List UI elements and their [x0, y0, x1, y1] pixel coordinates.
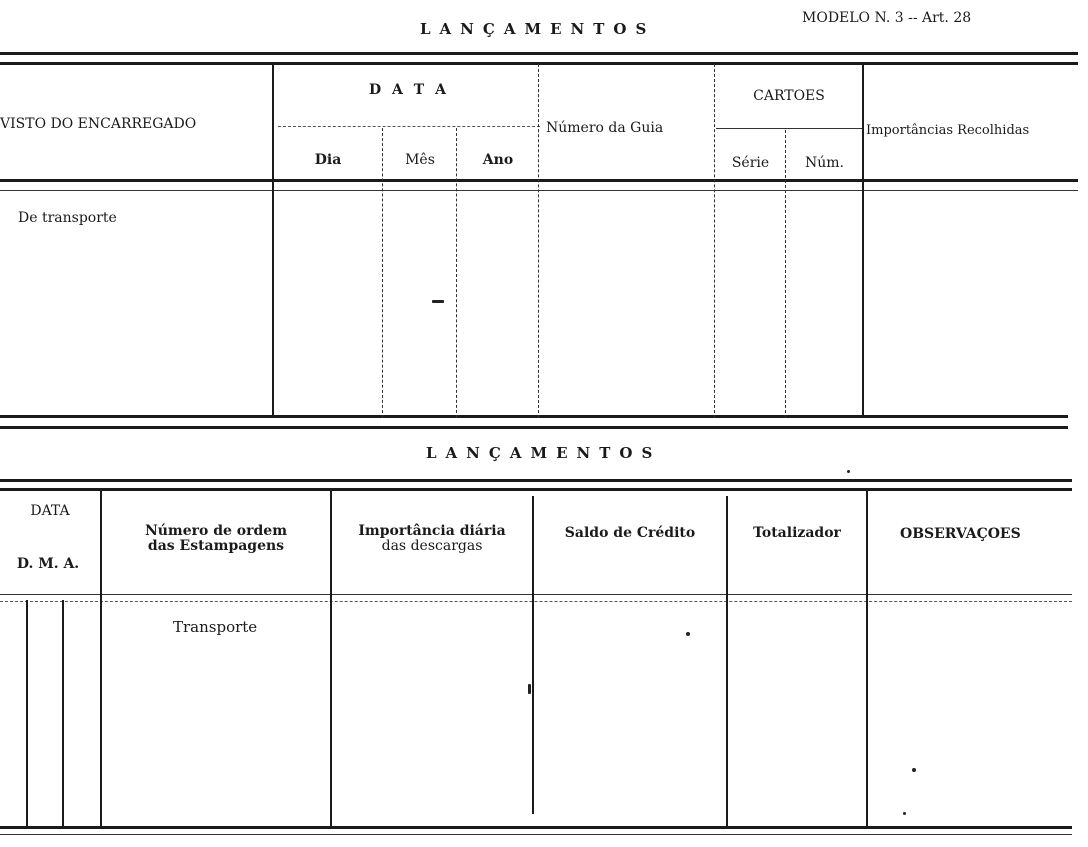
- top-rule-1: [0, 52, 1078, 55]
- num-header: Núm.: [805, 155, 844, 171]
- importancias-header: Importâncias Recolhidas: [866, 123, 1030, 138]
- ordem-header-line1: Número de ordem: [144, 523, 288, 539]
- top-col-divider-5: [714, 64, 715, 418]
- bottom-rule-2: [0, 488, 1072, 491]
- top-col-divider-2: [382, 128, 383, 418]
- scan-speck: [528, 684, 531, 694]
- ano-header: Ano: [482, 152, 514, 168]
- mes-header: Mês: [405, 152, 435, 168]
- top-col-divider-4: [538, 64, 539, 418]
- top-header-bottom-rule-2: [0, 190, 1078, 191]
- transporte-label: Transporte: [173, 618, 258, 636]
- dma-header: D. M. A.: [16, 556, 80, 572]
- top-header-bottom-rule-1: [0, 179, 1078, 182]
- top-col-divider-3: [456, 128, 457, 418]
- cartoes-header: CARTOES: [753, 88, 825, 104]
- top-rule-2: [0, 62, 1078, 65]
- top-col-divider-6: [785, 130, 786, 418]
- visto-header: VISTO DO ENCARREGADO: [0, 116, 197, 132]
- scan-speck: [912, 768, 916, 772]
- importancia-header-line1: Importância diária: [358, 523, 506, 539]
- serie-header: Série: [731, 155, 770, 171]
- modelo-reference: MODELO N. 3 -- Art. 28: [802, 10, 972, 26]
- bottom-data-header: DATA: [30, 503, 70, 519]
- bottom-body-bottom-rule-1: [0, 826, 1072, 829]
- importancia-header-line2: das descargas: [381, 538, 483, 554]
- scan-speck: [686, 632, 690, 636]
- bottom-rule-1: [0, 479, 1072, 482]
- top-section-title: LANÇAMENTOS: [420, 20, 656, 38]
- ordem-header-line2: das Estampagens: [147, 538, 285, 554]
- bottom-col-divider-5: [532, 496, 534, 814]
- observacoes-header: OBSERVAÇOES: [900, 526, 1021, 542]
- bottom-col-divider-3: [62, 600, 64, 828]
- bottom-header-bottom-rule-2: [0, 601, 1072, 602]
- guia-header: Número da Guia: [546, 120, 664, 136]
- dia-header: Dia: [314, 152, 342, 168]
- bottom-col-divider-7: [866, 490, 868, 828]
- data-subheader-rule: [278, 126, 540, 127]
- saldo-header: Saldo de Crédito: [564, 525, 696, 541]
- scan-speck: [903, 812, 906, 815]
- top-body-bottom-rule-1: [0, 415, 1068, 418]
- top-col-divider-1: [272, 64, 274, 418]
- data-header: D A T A: [369, 82, 449, 98]
- cartoes-subheader-rule: [716, 128, 862, 129]
- totalizador-header: Totalizador: [753, 525, 841, 541]
- bottom-col-divider-6: [726, 496, 728, 828]
- bottom-body-bottom-rule-2: [0, 834, 1072, 835]
- top-col-divider-7: [862, 64, 864, 418]
- scan-speck: [432, 300, 444, 303]
- scan-speck: [847, 470, 850, 473]
- bottom-header-bottom-rule-1: [0, 594, 1072, 595]
- top-body-bottom-rule-2: [0, 426, 1068, 429]
- bottom-col-divider-2: [26, 600, 28, 828]
- de-transporte-label: De transporte: [18, 210, 117, 226]
- bottom-section-title: LANÇAMENTOS: [426, 444, 662, 462]
